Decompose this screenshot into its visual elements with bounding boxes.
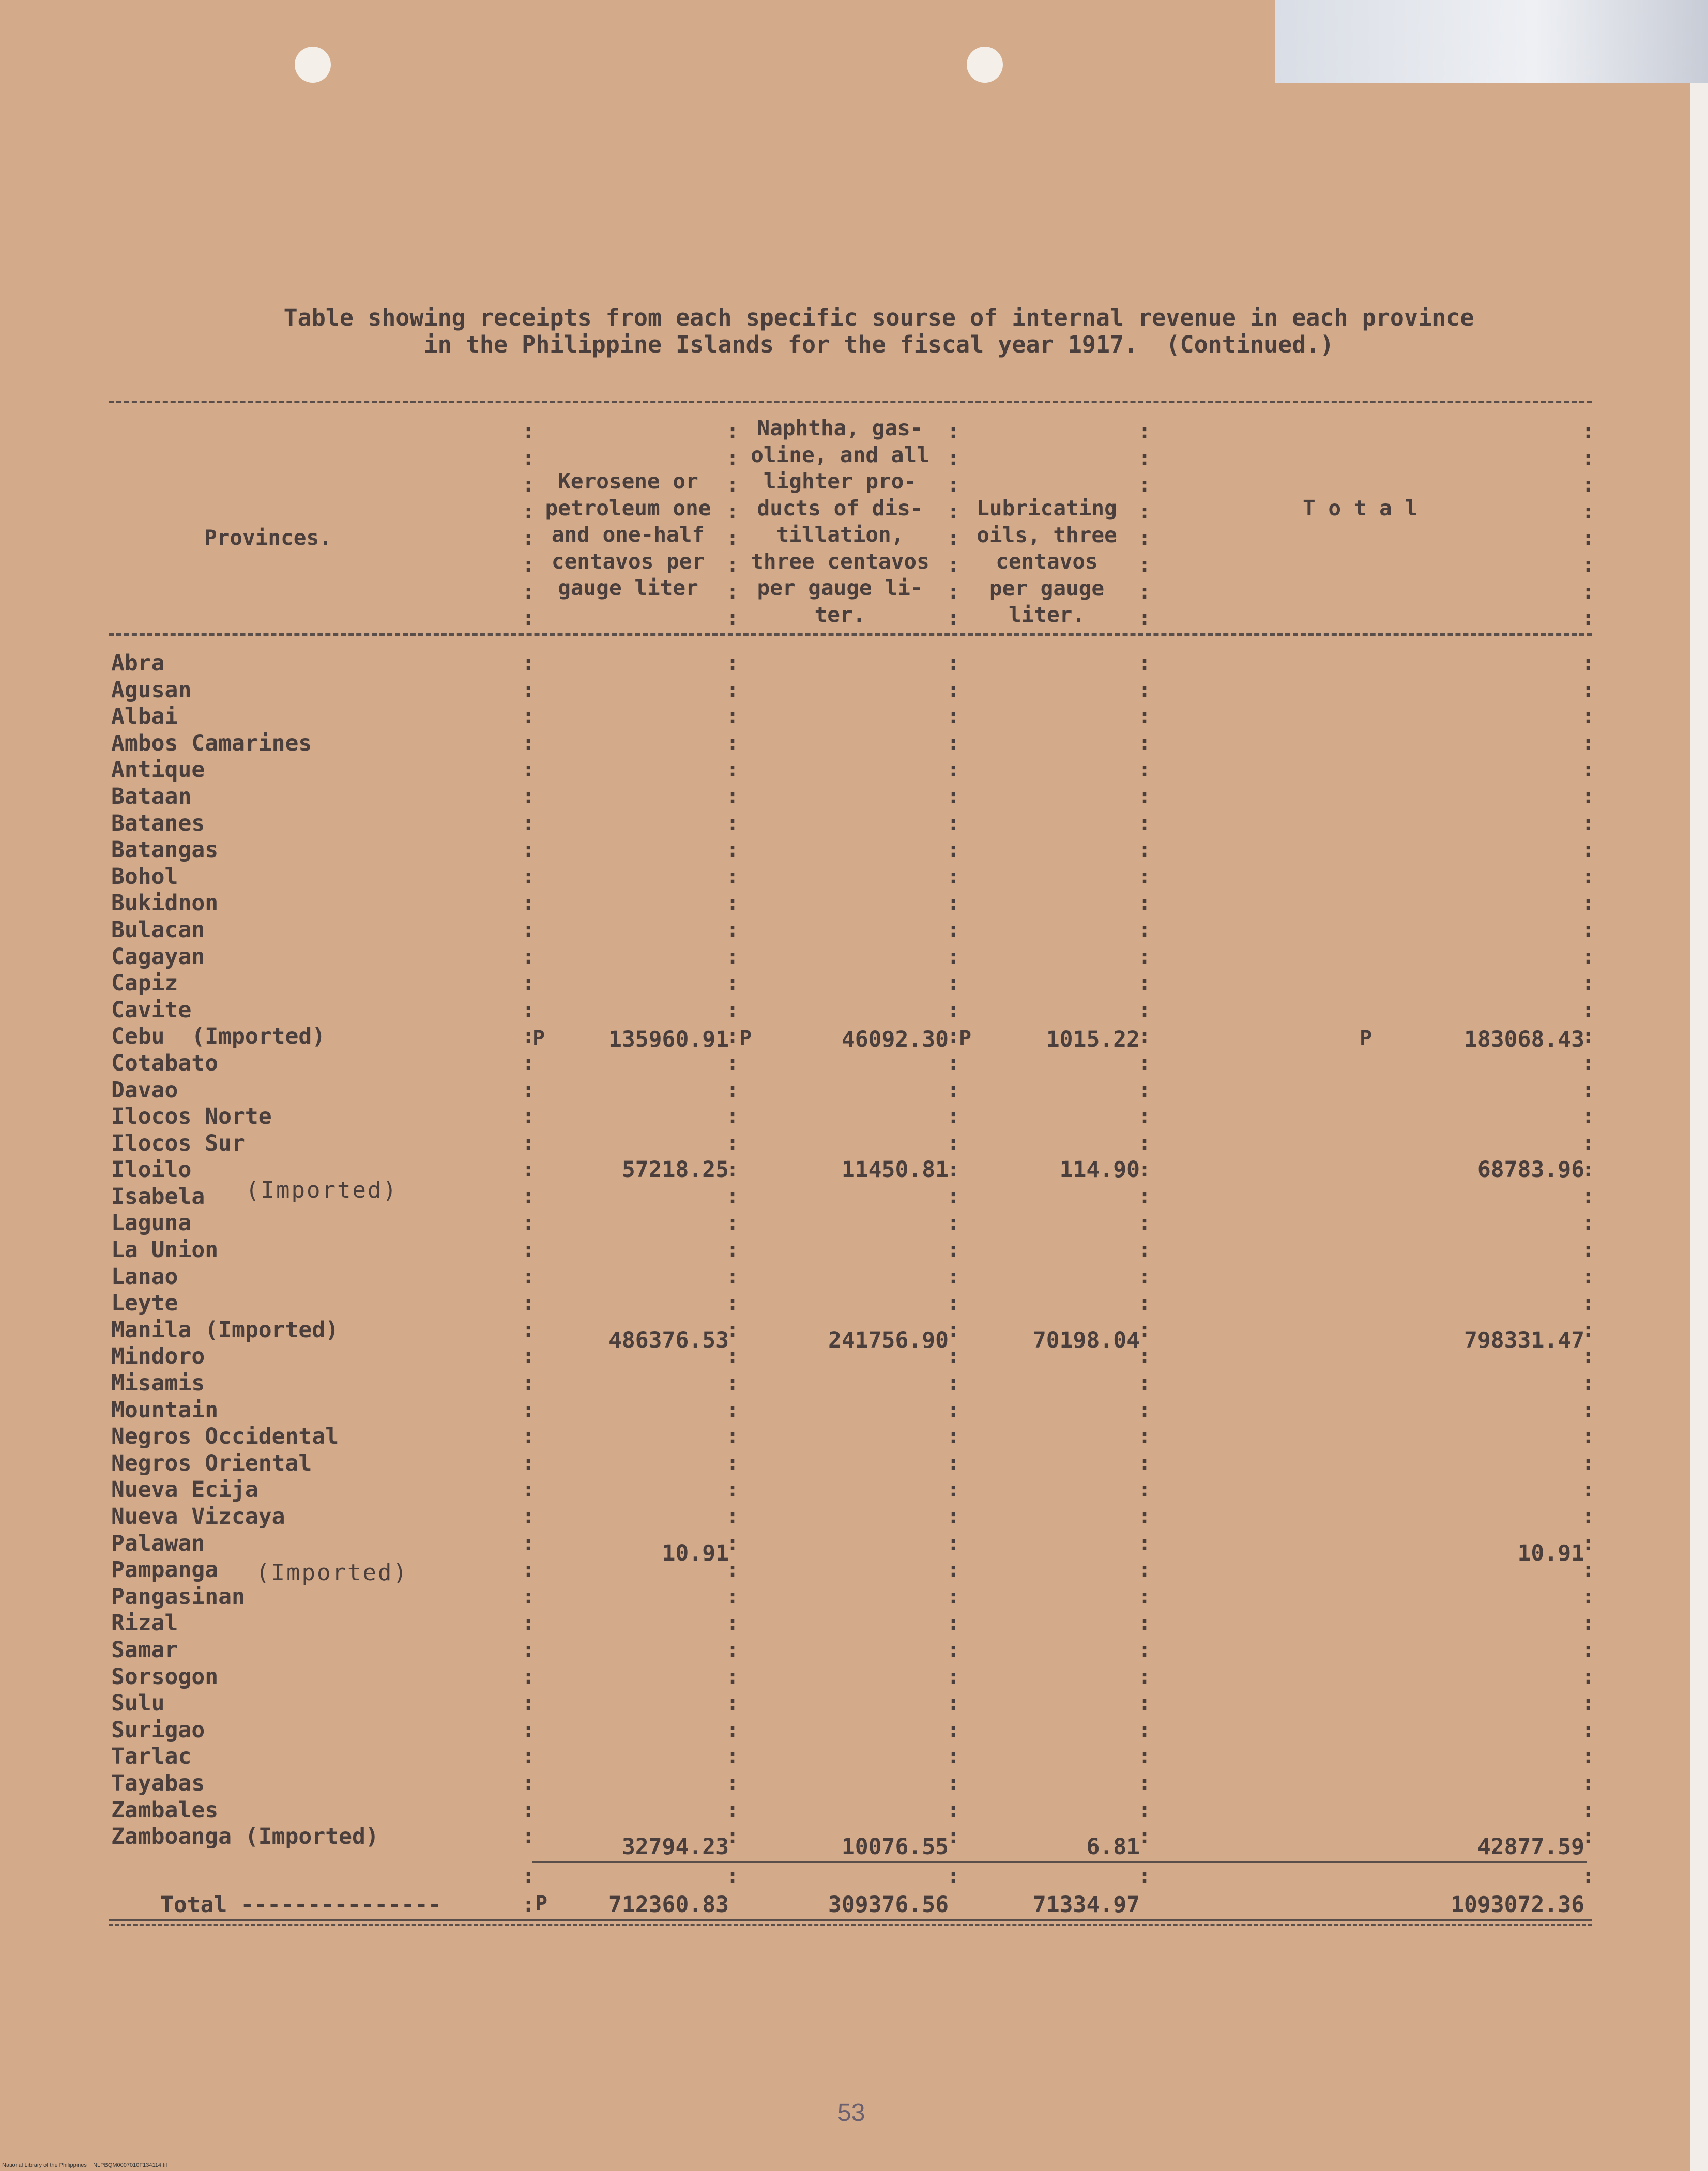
- province-name: Laguna: [111, 1210, 192, 1236]
- column-separator: : : : : : : : : : : : : : : : : : : : : : : : : : : : : : : : : : : : : : : : : : : : : :: [522, 651, 535, 1849]
- province-name: Abra: [111, 650, 165, 676]
- header-separator: : : : : : : : :: [1582, 420, 1595, 631]
- province-name: Negros Occidental: [111, 1424, 339, 1450]
- zamboanga-total: 42877.59: [1477, 1834, 1584, 1860]
- province-name: Bukidnon: [111, 890, 219, 916]
- page-number: 53: [837, 2099, 865, 2127]
- province-name: Mountain: [111, 1397, 219, 1423]
- province-name: Sorsogon: [111, 1663, 219, 1690]
- punch-hole-left: [295, 47, 331, 83]
- province-name: Palawan: [111, 1530, 205, 1556]
- column-separator: :: [1138, 1864, 1151, 1888]
- kerosene-header: Kerosene or petroleum one and one-half centavos per gauge liter: [545, 469, 711, 600]
- header-separator: : : : : : : : :: [522, 420, 535, 631]
- province-name: Batanes: [111, 810, 205, 836]
- column-separator: :: [522, 1864, 535, 1888]
- iloilo-kerosene: 57218.25: [621, 1157, 729, 1183]
- manila-total: 798331.47: [1464, 1327, 1584, 1353]
- province-name: Nueva Vizcaya: [111, 1504, 285, 1530]
- table-title-line-2: in the Philippine Islands for the fiscal year 1917. (Continued.): [423, 331, 1334, 358]
- column-separator: :: [1582, 1864, 1595, 1888]
- column-separator: : : : : : : : : : : : : : : : : : : : : : : : : : : : : : : : : : : : : : : : : : : : : :: [1138, 651, 1151, 1849]
- province-name: Bohol: [111, 863, 178, 890]
- column-separator: :: [522, 1893, 535, 1917]
- peso-sign: P: [1360, 1027, 1372, 1050]
- manila-lubricating: 70198.04: [1032, 1327, 1140, 1353]
- column-separator: : : : : : : : : : : : : : : : : : : : : : : : : : : : : : : : : : : : : : : : : : : : : :: [1582, 651, 1595, 1849]
- province-name: Lanao: [111, 1263, 178, 1290]
- province-list: [111, 650, 379, 1851]
- province-name: Ambos Camarines: [111, 730, 312, 756]
- province-name: Sulu: [111, 1690, 165, 1717]
- manila-naphtha: 241756.90: [828, 1327, 949, 1353]
- province-name: Cavite: [111, 997, 192, 1023]
- provinces-header: Provinces.: [204, 525, 332, 550]
- province-name: Antique: [111, 757, 205, 783]
- peso-sign: P: [959, 1027, 972, 1050]
- iloilo-lubricating: 114.90: [1059, 1157, 1140, 1183]
- header-bottom-rule: [109, 633, 1592, 636]
- sum-rule: [532, 1861, 1587, 1863]
- palawan-total: 10.91: [1517, 1540, 1584, 1566]
- cebu-naphtha: 46092.30: [841, 1027, 949, 1052]
- total-naphtha: 309376.56: [828, 1892, 949, 1918]
- province-name: Tarlac: [111, 1744, 192, 1770]
- table-title-line-1: Table showing receipts from each specific sourse of internal revenue in each province: [283, 304, 1474, 331]
- province-name: Pampanga: [111, 1557, 219, 1583]
- province-name: Isabela: [111, 1183, 205, 1210]
- bottom-rule: [109, 1924, 1592, 1926]
- province-name: La Union: [111, 1237, 219, 1263]
- province-name: Rizal: [111, 1610, 178, 1637]
- province-name: Davao: [111, 1077, 178, 1103]
- province-name: Iloilo: [111, 1157, 192, 1183]
- peso-sign: P: [535, 1892, 548, 1916]
- scan-footer: National Library of the Philippines NLPBQM0007010F134114.tif: [2, 2162, 167, 2168]
- cebu-lubricating: 1015.22: [1046, 1027, 1140, 1052]
- province-name: Mindoro: [111, 1343, 205, 1370]
- imported-note: (Imported): [246, 1177, 398, 1203]
- palawan-kerosene: 10.91: [662, 1540, 729, 1566]
- province-name: Leyte: [111, 1290, 178, 1317]
- province-name: Capiz: [111, 970, 178, 997]
- province-name: Manila (Imported): [111, 1317, 339, 1343]
- province-name: Cebu (Imported): [111, 1023, 326, 1050]
- province-name: Pangasinan: [111, 1583, 245, 1610]
- province-name: Negros Oriental: [111, 1450, 312, 1476]
- grand-total: 1093072.36: [1451, 1892, 1584, 1918]
- province-name: Batangas: [111, 837, 219, 863]
- province-name: Surigao: [111, 1717, 205, 1743]
- province-name: Misamis: [111, 1370, 205, 1397]
- province-name: Tayabas: [111, 1770, 205, 1796]
- zamboanga-kerosene: 32794.23: [621, 1834, 729, 1860]
- province-name: Ilocos Norte: [111, 1104, 272, 1130]
- province-name: Bataan: [111, 783, 192, 809]
- province-name: Cagayan: [111, 943, 205, 970]
- iloilo-total: 68783.96: [1477, 1157, 1584, 1183]
- peso-sign: P: [532, 1027, 545, 1050]
- column-separator: : : : : : : : : : : : : : : : : : : : : : : : : : : : : : : : : : : : : : : : : : : : : :: [947, 651, 960, 1849]
- province-name: Agusan: [111, 677, 192, 703]
- cebu-kerosene: 135960.91: [608, 1027, 729, 1052]
- zamboanga-lubricating: 6.81: [1086, 1834, 1140, 1860]
- punch-hole-right: [967, 47, 1003, 83]
- province-name: Cotabato: [111, 1050, 219, 1076]
- iloilo-naphtha: 11450.81: [841, 1157, 949, 1183]
- header-separator: : : : : : : : :: [1138, 420, 1151, 631]
- imported-note: (Imported): [256, 1560, 408, 1586]
- manila-kerosene: 486376.53: [608, 1327, 729, 1353]
- naphtha-header: Naphtha, gas- oline, and all lighter pro- ducts of dis- tillation, three centavos per gauge li- ter.: [751, 416, 929, 627]
- province-name: Samar: [111, 1637, 178, 1663]
- column-separator: :: [947, 1864, 960, 1888]
- column-separator: : : : : : : : : : : : : : : : : : : : : : : : : : : : : : : : : : : : : : : : : : : : : :: [726, 651, 739, 1849]
- province-name: Bulacan: [111, 916, 205, 943]
- header-separator: : : : : : : : :: [947, 420, 960, 631]
- lubricating-header: Lubricating oils, three centavos per gauge liter.: [977, 496, 1117, 627]
- total-kerosene: 712360.83: [608, 1892, 729, 1918]
- zamboanga-naphtha: 10076.55: [841, 1834, 949, 1860]
- bottom-rule: [109, 1919, 1592, 1921]
- total-label: Total ---------------: [160, 1892, 441, 1918]
- page-edge: [1690, 83, 1708, 2171]
- province-name: Nueva Ecija: [111, 1477, 258, 1503]
- province-name: Zambales: [111, 1797, 219, 1823]
- province-name: Albai: [111, 704, 178, 730]
- province-name: Ilocos Sur: [111, 1130, 245, 1156]
- total-lubricating: 71334.97: [1032, 1892, 1140, 1918]
- province-name: Zamboanga (Imported): [111, 1824, 379, 1850]
- header-top-rule: [109, 401, 1592, 403]
- peso-sign: P: [739, 1027, 752, 1050]
- cebu-total: 183068.43: [1464, 1027, 1584, 1052]
- total-header: T o t a l: [1303, 496, 1418, 521]
- header-separator: : : : : : : : :: [726, 420, 739, 631]
- column-separator: :: [726, 1864, 739, 1888]
- divider-tab: [1275, 0, 1708, 83]
